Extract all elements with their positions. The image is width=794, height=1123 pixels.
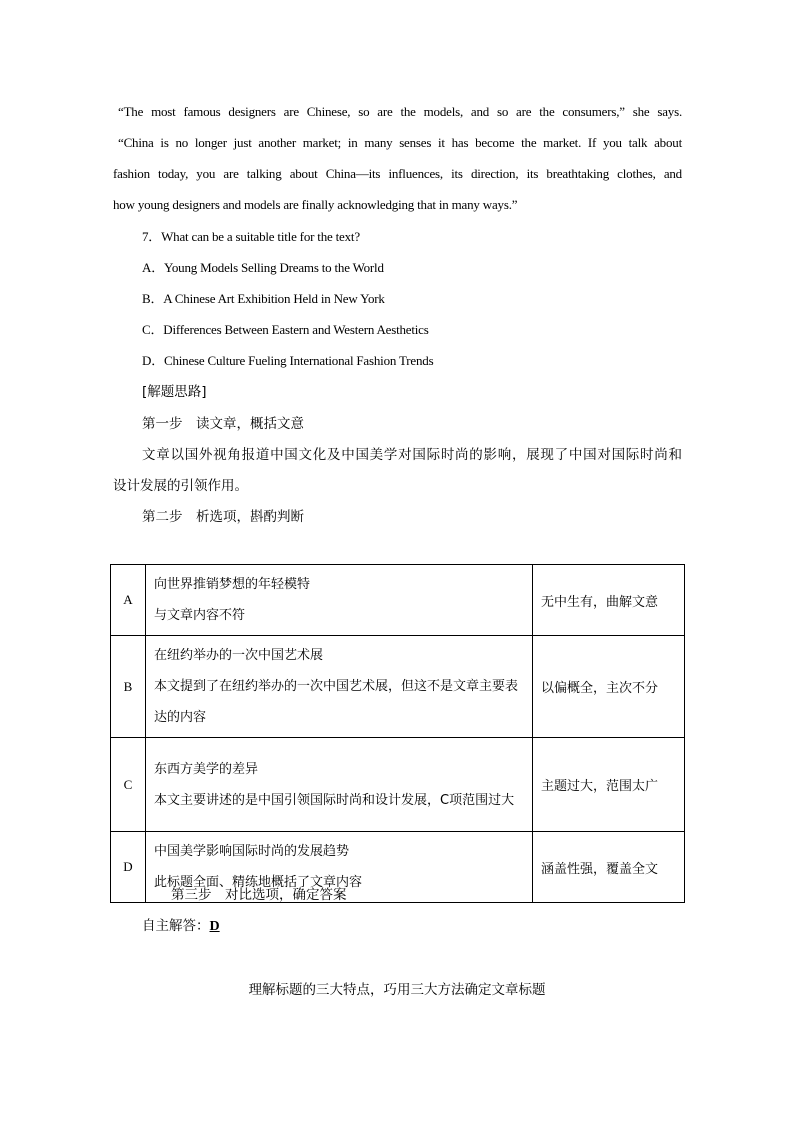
- row-title-zh: 东西方美学的差异: [154, 761, 259, 777]
- section-heading: 理解标题的三大特点，巧用三大方法确定文章标题: [248, 982, 546, 998]
- option-b: B．A Chinese Art Exhibition Held in New York: [142, 291, 385, 306]
- row-option-letter: C: [111, 738, 146, 832]
- passage-line-2: [118, 134, 682, 152]
- row-title-zh: 向世界推销梦想的年轻模特: [154, 577, 311, 592]
- step2-title: 第二步 析选项，斟酌判断: [142, 509, 304, 525]
- passage-line-2-text: “China is no longer just another market; in many senses it has become the market. If you talk about: [118, 135, 682, 150]
- row-title-zh: 中国美学影响国际时尚的发展趋势: [154, 844, 350, 859]
- row-verdict: 主题过大，范围太广: [533, 738, 685, 832]
- row-verdict: 以偏概全，主次不分: [533, 636, 685, 738]
- table-row: [111, 738, 685, 832]
- passage-line-1-text: “The most famous designers are Chinese, so are the models, and so are the consumers,” she says.: [118, 104, 682, 119]
- step1-body-line-1-text: 文章以国外视角报道中国文化及中国美学对国际时尚的影响，展现了中国对国际时尚和: [142, 447, 682, 463]
- question-stem: 7．What can be a suitable title for the text?: [142, 229, 360, 244]
- row-reason-zh: 与文章内容不符: [154, 608, 246, 623]
- step1-body-line-1: [142, 446, 682, 464]
- passage-line-3-text: fashion today, you are talking about China—its influences, its direction, its breathtaking clothes, and: [113, 166, 682, 181]
- row-description: [146, 738, 533, 832]
- row-title-zh: 在纽约举办的一次中国艺术展: [154, 648, 324, 663]
- passage-line-4: [113, 196, 517, 214]
- table-row: [111, 565, 685, 636]
- step1-title: 第一步 读文章，概括文意: [142, 416, 304, 432]
- row-reason-zh: 本文主要讲述的是中国引领国际时尚和设计发展，C项范围过大: [154, 792, 515, 808]
- row-option-letter: B: [111, 636, 146, 738]
- answer-label: 自主解答：: [142, 918, 210, 934]
- row-option-letter: D: [111, 832, 146, 903]
- step3-title: 第三步 对比选项，确定答案: [171, 887, 347, 903]
- passage-line-4-text: how young designers and models are finally acknowledging that in many ways.”: [113, 197, 518, 212]
- answer-line: [142, 917, 220, 936]
- step1-body-line-2: 设计发展的引领作用。: [113, 478, 248, 494]
- row-description: [146, 565, 533, 636]
- row-verdict: 无中生有，曲解文意: [533, 565, 685, 636]
- row-description: [146, 636, 533, 738]
- passage-line-1: [118, 103, 682, 121]
- option-c: C．Differences Between Eastern and Western Aesthetics: [142, 322, 429, 337]
- row-option-letter: A: [111, 565, 146, 636]
- row-verdict: 涵盖性强，覆盖全文: [533, 832, 685, 903]
- row-reason-zh: 此标题全面、精练地概括了文章内容: [154, 875, 363, 890]
- answer-value: D: [209, 919, 220, 934]
- option-a: A．Young Models Selling Dreams to the World: [142, 260, 384, 275]
- solution-heading: [解题思路]: [142, 384, 207, 400]
- passage-line-3: [113, 165, 682, 183]
- table-row: [111, 636, 685, 738]
- option-d: D．Chinese Culture Fueling International Fashion Trends: [142, 353, 434, 368]
- row-reason-zh: 本文提到了在纽约举办的一次中国艺术展，但这不是文章主要表达的内容: [154, 679, 519, 725]
- option-analysis-table: [110, 564, 685, 903]
